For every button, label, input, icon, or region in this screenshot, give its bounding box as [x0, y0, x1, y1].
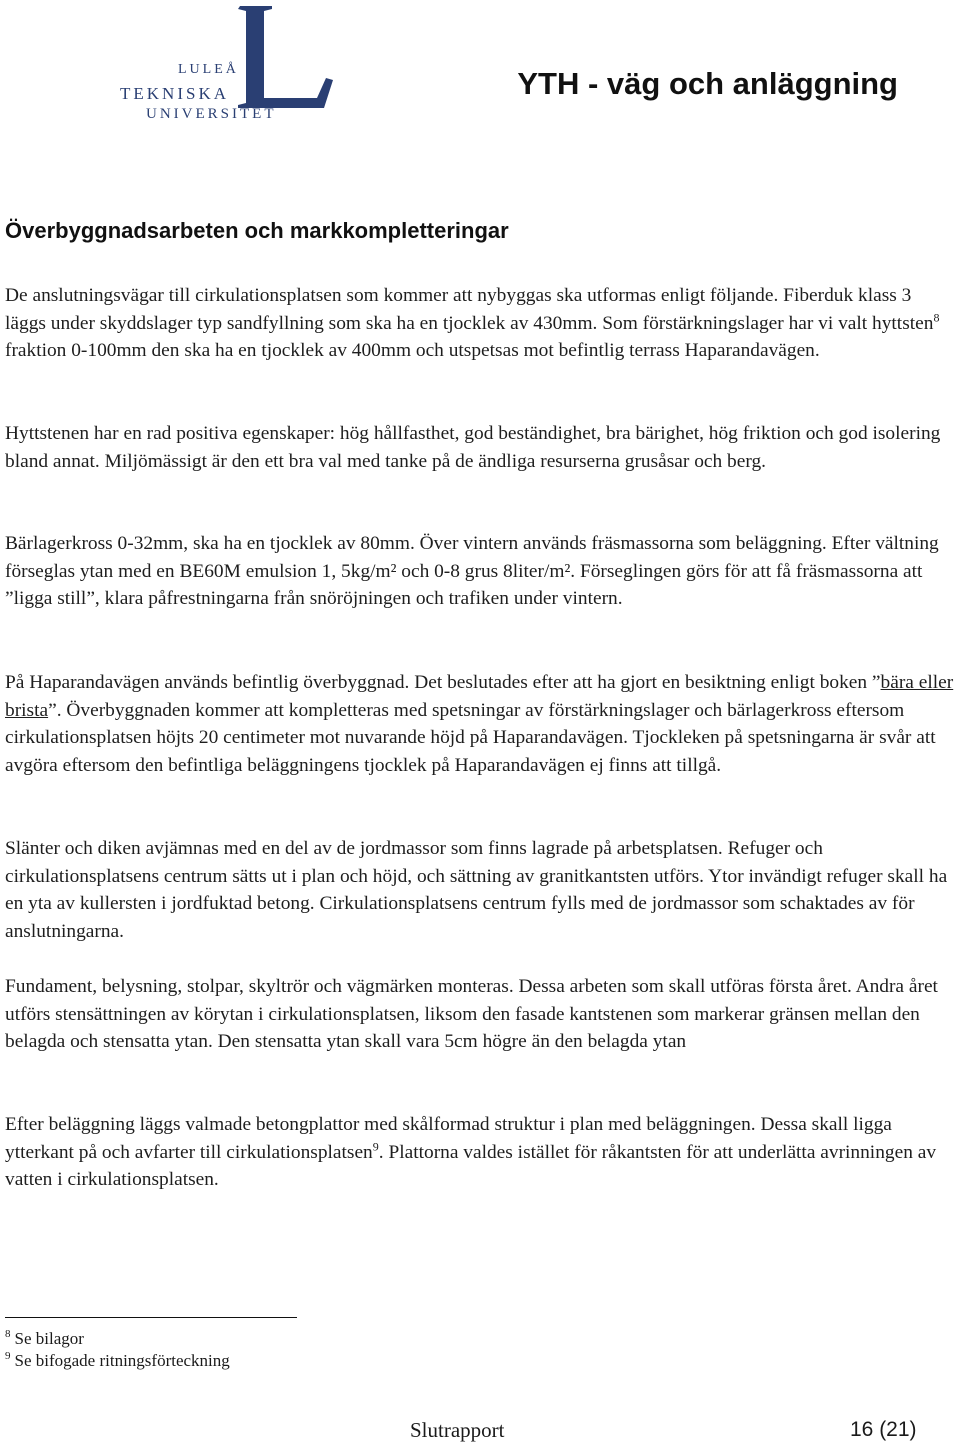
- logo-text-line-2: TEKNISKA: [120, 84, 229, 103]
- logo-text-line-1: LULEÅ: [178, 62, 239, 77]
- footnote-text: Se bilagor: [14, 1329, 84, 1348]
- footnote-number: 9: [5, 1350, 11, 1363]
- book-reference-link[interactable]: bära eller brista: [5, 672, 954, 721]
- paragraph-4-text-a: På Haparandavägen används befintlig överbyggnad. Det beslutades efter att ha gjort en besiktning enligt boken ”: [5, 672, 881, 693]
- footnote-number: 8: [5, 1328, 11, 1341]
- footnote-8: [5, 1328, 230, 1350]
- footnote-9: [5, 1350, 230, 1372]
- paragraph-7-text-a: Efter beläggning läggs valmade betongplattor med skålformad struktur i plan med beläggningen. Dessa skall ligga ytterkant på och avfarter till cirkulationsplatsen: [5, 1114, 892, 1163]
- paragraph-7: [5, 1111, 957, 1194]
- footnotes: [5, 1328, 230, 1372]
- footnote-ref-8[interactable]: 8: [933, 310, 940, 325]
- paragraph-4-text-b: ”. Överbyggnaden kommer att kompletteras med spetsningar av förstärkningslager och bärlagerkross eftersom cirkulationsplatsen höjts 20 centimeter mot nuvarande höjd på Haparandavägen. Tjockleken på spetsningarna är svår att avgöra eftersom den befintliga beläggningens tjocklek på Haparandavägen ej finns att tillgå.: [5, 699, 936, 777]
- paragraph-1-text-a: De anslutningsvägar till cirkulationsplatsen som kommer att nybyggas ska utformas enligt följande. Fiberduk klass 3 läggs under skyddslager typ sandfyllning som ska ha en tjocklek av 430mm. Som förstärkningslager har vi valt hyttsten: [5, 285, 934, 334]
- document-header-title: YTH - väg och anläggning: [517, 66, 898, 101]
- logo-text-line-3: UNIVERSITET: [146, 106, 277, 122]
- footnote-divider: [5, 1317, 297, 1318]
- university-logo: [112, 0, 342, 128]
- paragraph-5: Slänter och diken avjämnas med en del av de jordmassor som finns lagrade på arbetsplatsen. Refuger och cirkulationsplatsens centrum sätts ut i plan och höjd, och sättning av granitkantsten utförs. Ytor invändigt refuger skall ha en yta av kullersten i jordfuktad betong. Cirkulationsplatsens centrum fylls med de jordmassor som schaktades av för anslutningarna.: [5, 838, 948, 943]
- paragraph-6: Fundament, belysning, stolpar, skyltrör och vägmärken monteras. Dessa arbeten som skall utföras första året. Andra året utförs stensättningen av körytan i cirkulationsplatsen, liksom den fasade kantstenen som markerar gränsen mellan den belagda och stensatta ytan. Den stensatta ytan skall vara 5cm högre än den belagda ytan: [5, 976, 938, 1053]
- paragraph-7-text-b: . Plattorna valdes istället för råkantsten för att underlätta avrinningen av vatten i cirkulationsplatsen.: [5, 1141, 937, 1191]
- paragraph-1-text-b: fraktion 0-100mm den ska ha en tjocklek av 400mm och utspetsas mot befintlig terrass Haparandavägen.: [5, 340, 820, 362]
- paragraph-1: [5, 282, 957, 365]
- paragraph-4: [5, 669, 957, 780]
- footnote-text: Se bifogade ritningsförteckning: [14, 1351, 230, 1370]
- footer-report-title: Slutrapport: [410, 1418, 505, 1442]
- section-heading: Överbyggnadsarbeten och markkompletteringar: [5, 218, 509, 243]
- paragraph-2: Hyttstenen har en rad positiva egenskaper: hög hållfasthet, god beständighet, bra bärighet, hög friktion och god isolering bland annat. Miljömässigt är den ett bra val med tanke på de ändliga resurserna grusåsar och berg.: [5, 423, 941, 472]
- paragraph-3: Bärlagerkross 0-32mm, ska ha en tjocklek av 80mm. Över vintern används fräsmassorna som beläggning. Efter vältning förseglas ytan med en BE60M emulsion 1, 5kg/m² och 0-8 grus 8liter/m². Förseglingen görs för att få fräsmassorna att ”ligga still”, klara påfrestningarna från snöröjningen och trafiken under vintern.: [5, 533, 939, 610]
- footnote-ref-9[interactable]: 9: [372, 1139, 379, 1154]
- page-number: 16 (21): [850, 1418, 917, 1441]
